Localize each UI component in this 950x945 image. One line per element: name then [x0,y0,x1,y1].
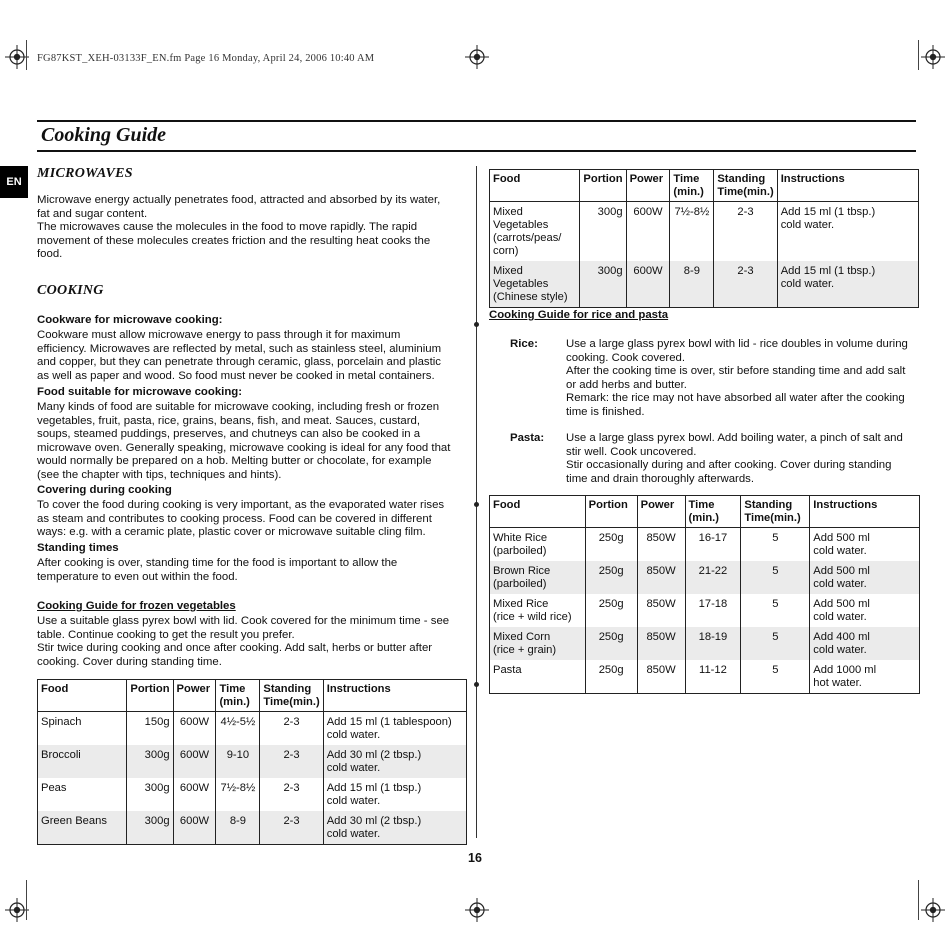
page-title: Cooking Guide [41,124,167,146]
crop-line [918,880,919,920]
col-standing: Standing Time(min.) [714,170,777,202]
suitable-food-text: Many kinds of food are suitable for microwave cooking, including fresh or frozen vegetables, fruit, pasta, rice, grains, beans, fish, and meat. Sauces, custard, soups, steamed puddings, preserves, and chutneys can also be cooked in a microwave oven. Generally speaking, microwave cooking is ideal for any food that would normally be prepared on a hob. Melting butter or chocolate, for example (see the chapter with tips, techniques and hints). [37,401,451,481]
col-instructions: Instructions [777,170,918,202]
col-time: Time (min.) [670,170,714,202]
table-row: Mixed Vegetables (Chinese style) 300g 600W 8-9 2-3 Add 15 ml (1 tbsp.) cold water. [490,261,919,308]
frozen-veg-table-right [489,169,919,308]
table-row: Mixed Vegetables (carrots/peas/ corn) 300g 600W 7½-8½ 2-3 Add 15 ml (1 tbsp.) cold water. [490,202,919,262]
registration-mark-icon [465,898,489,922]
table-row: White Rice (parboiled) 250g 850W 16-17 5 Add 500 ml cold water. [490,528,920,562]
crop-line [26,880,27,920]
cookware-text: Cookware must allow microwave energy to pass through it for maximum efficiency. Microwaves are reflected by metal, such as stainless steel, aluminium and copper, but they can penetrate through ceramic, glass, porcelain and plastic as well as paper and wood. So food must never be cooked in metal containers. [37,329,442,382]
rice-pasta-heading: Cooking Guide for rice and pasta [489,309,669,321]
frozen-veg-heading: Cooking Guide for frozen vegetables [37,600,236,612]
col-instructions: Instructions [323,680,466,712]
pasta-label: Pasta: [510,432,545,444]
table-row: Mixed Corn (rice + grain) 250g 850W 18-19 5 Add 400 ml cold water. [490,627,920,660]
col-portion: Portion [585,496,637,528]
col-power: Power [637,496,685,528]
rice-pasta-table [489,495,920,694]
table-header-row [490,170,919,202]
table-row: Spinach 150g 600W 4½-5½ 2-3 Add 15 ml (1 tablespoon) cold water. [38,712,467,746]
microwaves-heading: MICROWAVES [37,166,133,181]
margin-dot [474,322,479,327]
table-row: Pasta 250g 850W 11-12 5 Add 1000 ml hot water. [490,660,920,694]
col-power: Power [626,170,670,202]
margin-dot [474,682,479,687]
rice-label: Rice: [510,338,538,350]
crop-line [918,40,919,70]
registration-mark-icon [921,45,945,69]
frozen-veg-text: Use a suitable glass pyrex bowl with lid. Cook covered for the minimum time - see table. Continue cooking to get the result you prefer. Stir twice during cooking and once after cooking. Add salt, herbs or butter after cooking. Cover during standing time. [37,615,450,668]
suitable-food-title: Food suitable for microwave cooking: [37,386,243,398]
rice-text: Use a large glass pyrex bowl with lid - rice doubles in volume during cooking. Cook covered. After the cooking time is over, stir before standing time and add salt or add herbs and butter. Remark: the rice may not have absorbed all water after the cooking time is finished. [566,338,908,418]
registration-mark-icon [465,45,489,69]
frozen-veg-table-left [37,679,467,845]
table-row: Green Beans 300g 600W 8-9 2-3 Add 30 ml (2 tbsp.) cold water. [38,811,467,845]
title-rule-bottom [37,150,916,152]
covering-text: To cover the food during cooking is very important, as the evaporated water rises as steam and contributes to cooking process. Food can be covered in different ways: e.g. with a ceramic plate, plastic cover or microwave suitable cling film. [37,499,445,539]
col-food: Food [490,496,586,528]
table-row: Brown Rice (parboiled) 250g 850W 21-22 5 Add 500 ml cold water. [490,561,920,594]
col-food: Food [38,680,127,712]
table-row: Mixed Rice (rice + wild rice) 250g 850W 17-18 5 Add 500 ml cold water. [490,594,920,627]
crop-line [26,40,27,70]
pasta-text: Use a large glass pyrex bowl. Add boiling water, a pinch of salt and stir well. Cook uncovered. Stir occasionally during and after cooking. Cover during standing time and drain thoroughly afterwards. [566,432,903,485]
language-tab: EN [0,166,28,198]
table-header-row [490,496,920,528]
margin-dot [474,502,479,507]
page-number: 16 [468,851,482,865]
table-header-row [38,680,467,712]
standing-text: After cooking is over, standing time for the food is important to allow the temperature to even out within the food. [37,557,398,583]
col-standing: Standing Time(min.) [260,680,323,712]
col-standing: Standing Time(min.) [741,496,810,528]
microwaves-text: Microwave energy actually penetrates food, attracted and absorbed by its water, fat and sugar content. The microwaves cause the molecules in the food to move rapidly. The rapid movement of these molecules creates friction and the resulting heat cooks the food. [37,194,441,261]
covering-title: Covering during cooking [37,484,172,496]
cookware-title: Cookware for microwave cooking: [37,314,223,326]
title-rule-top [37,120,916,122]
col-portion: Portion [127,680,173,712]
table-row: Broccoli 300g 600W 9-10 2-3 Add 30 ml (2 tbsp.) cold water. [38,745,467,778]
col-time: Time (min.) [216,680,260,712]
file-info-header: FG87KST_XEH-03133F_EN.fm Page 16 Monday, April 24, 2006 10:40 AM [37,53,375,64]
registration-mark-icon [921,898,945,922]
table-row: Peas 300g 600W 7½-8½ 2-3 Add 15 ml (1 tbsp.) cold water. [38,778,467,811]
col-food: Food [490,170,580,202]
col-time: Time (min.) [685,496,741,528]
col-instructions: Instructions [810,496,920,528]
col-portion: Portion [580,170,626,202]
col-power: Power [173,680,216,712]
standing-title: Standing times [37,542,119,554]
cooking-heading: COOKING [37,283,104,298]
